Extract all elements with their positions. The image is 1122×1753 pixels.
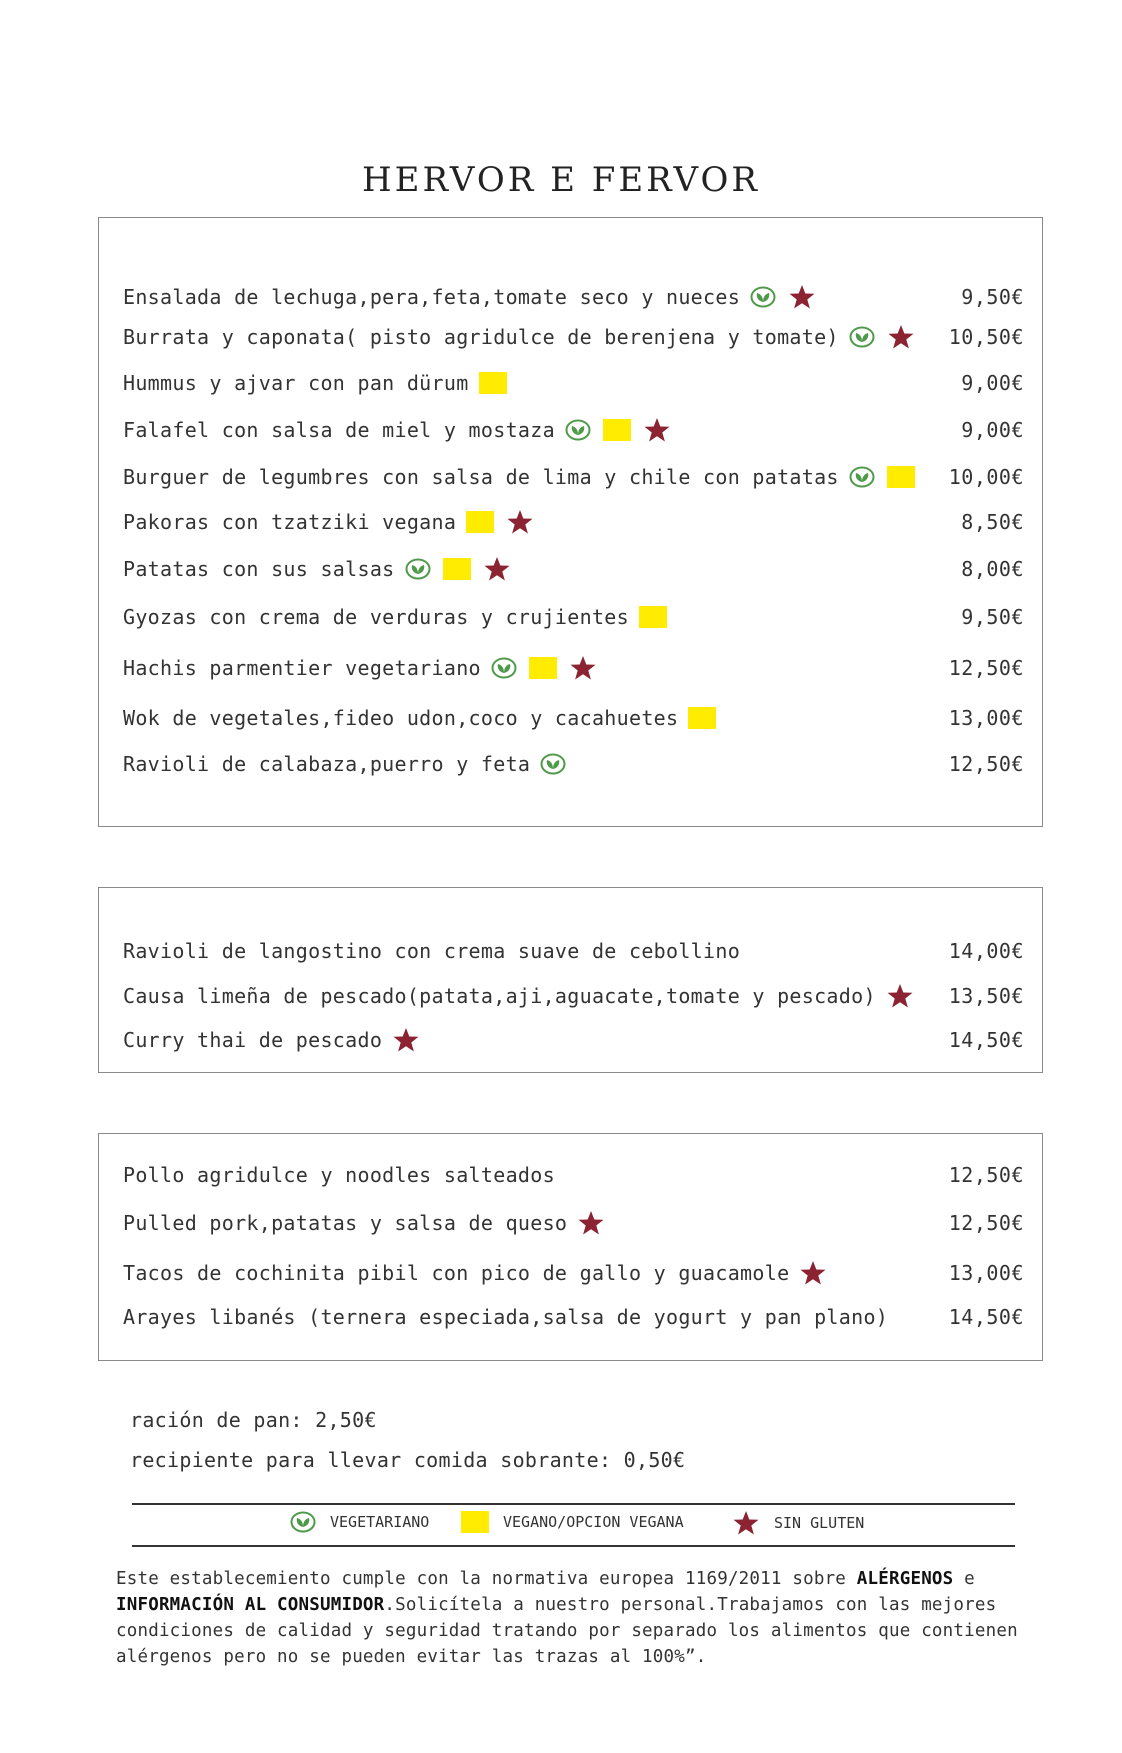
gluten-free-icon	[788, 283, 816, 311]
dish-price: 13,50€	[948, 984, 1024, 1008]
gluten-free-icon	[392, 1026, 420, 1054]
menu-item	[123, 981, 1024, 1011]
dish-price: 9,50€	[961, 605, 1024, 629]
gluten-free-icon	[643, 416, 671, 444]
menu-item	[123, 1025, 1024, 1055]
dish-name: Patatas con sus salsas	[123, 557, 395, 581]
dish-name: Wok de vegetales,fideo udon,coco y cacahuetes	[123, 706, 679, 730]
legend-top-divider	[132, 1503, 1015, 1505]
dish-price: 10,50€	[948, 325, 1024, 349]
legend-vegetarian	[290, 1511, 429, 1533]
allergen-notice	[116, 1566, 1036, 1670]
vegetarian-icon	[565, 419, 591, 441]
gluten-free-icon	[506, 508, 534, 536]
notice-text: .Solicítela a nuestro personal.Trabajamos con las mejores condiciones de calidad y seguridad tratando por separado los alimentos que contienen alérgenos pero no se pueden evitar las trazas al 100%”.	[116, 1595, 1018, 1667]
vegetarian-icon	[290, 1511, 316, 1533]
gluten-free-icon	[886, 982, 914, 1010]
dish-price: 14,00€	[948, 939, 1024, 963]
dish-name: Burguer de legumbres con salsa de lima y chile con patatas	[123, 465, 839, 489]
dish-price: 9,00€	[961, 371, 1024, 395]
vegan-icon	[529, 657, 557, 679]
dish-price: 12,50€	[948, 1163, 1024, 1187]
dish-name: Hachis parmentier vegetariano	[123, 656, 481, 680]
notice-text: Este establecemiento cumple con la normativa europea 1169/2011 sobre	[116, 1569, 857, 1589]
vegetarian-icon	[750, 286, 776, 308]
dish-name: Ravioli de calabaza,puerro y feta	[123, 752, 531, 776]
menu-item	[123, 1302, 1024, 1332]
dish-name: Arayes libanés (ternera especiada,salsa de yogurt y pan plano)	[123, 1305, 889, 1329]
gluten-free-icon	[577, 1209, 605, 1237]
vegetarian-icon	[849, 466, 875, 488]
vegetarian-icon	[849, 326, 875, 348]
dish-price: 9,00€	[961, 418, 1024, 442]
bread-portion-price: ración de pan: 2,50€	[130, 1408, 377, 1432]
menu-item	[123, 368, 1024, 398]
legend-vegan	[461, 1511, 684, 1533]
legend-vegetarian-label: VEGETARIANO	[330, 1513, 430, 1531]
menu-item	[123, 554, 1024, 584]
gluten-free-icon	[569, 654, 597, 682]
notice-bold-consumer-info: INFORMACIÓN AL CONSUMIDOR	[116, 1595, 385, 1615]
gluten-free-icon	[887, 323, 915, 351]
menu-item	[123, 1258, 1024, 1288]
vegan-icon	[479, 372, 507, 394]
dish-name: Hummus y ajvar con pan dürum	[123, 371, 469, 395]
gluten-free-icon	[483, 555, 511, 583]
menu-item	[123, 282, 1024, 312]
dish-price: 8,50€	[961, 510, 1024, 534]
vegan-icon	[443, 558, 471, 580]
notice-bold-allergens: ALÉRGENOS	[856, 1569, 954, 1589]
menu-item	[123, 653, 1024, 683]
vegetarian-icon	[540, 753, 566, 775]
legend-gluten-free	[732, 1509, 864, 1537]
dish-name: Tacos de cochinita pibil con pico de gallo y guacamole	[123, 1261, 790, 1285]
vegan-icon	[466, 511, 494, 533]
dish-name: Pulled pork,patatas y salsa de queso	[123, 1211, 568, 1235]
dish-price: 10,00€	[948, 465, 1024, 489]
dish-price: 14,50€	[948, 1028, 1024, 1052]
legend-vegan-label: VEGANO/OPCION VEGANA	[503, 1513, 684, 1531]
vegetarian-icon	[491, 657, 517, 679]
dish-price: 8,00€	[961, 557, 1024, 581]
dish-name: Causa limeña de pescado(patata,aji,aguacate,tomate y pescado)	[123, 984, 876, 1008]
dish-name: Pakoras con tzatziki vegana	[123, 510, 457, 534]
dish-price: 12,50€	[948, 656, 1024, 680]
menu-title: HERVOR E FERVOR	[362, 160, 760, 200]
dish-name: Ravioli de langostino con crema suave de cebollino	[123, 939, 741, 963]
dish-price: 13,00€	[948, 706, 1024, 730]
extras-list	[130, 1405, 685, 1485]
menu-item	[123, 507, 1024, 537]
menu-item	[123, 703, 1024, 733]
legend-bottom-divider	[132, 1545, 1015, 1547]
vegetarian-icon	[405, 558, 431, 580]
dish-price: 9,50€	[961, 285, 1024, 309]
vegan-icon	[461, 1511, 489, 1533]
menu-item	[123, 749, 1024, 779]
legend	[132, 1511, 1015, 1541]
dish-price: 12,50€	[948, 1211, 1024, 1235]
dish-price: 12,50€	[948, 752, 1024, 776]
dish-price: 14,50€	[948, 1305, 1024, 1329]
vegan-icon	[603, 419, 631, 441]
notice-text: e	[953, 1569, 975, 1589]
menu-item	[123, 322, 1024, 352]
dish-name: Gyozas con crema de verduras y crujientes	[123, 605, 629, 629]
menu-item	[123, 936, 1024, 966]
menu-section-meat	[98, 1133, 1043, 1361]
menu-section-fish	[98, 887, 1043, 1073]
gluten-free-icon	[799, 1259, 827, 1287]
dish-name: Burrata y caponata( pisto agridulce de berenjena y tomate)	[123, 325, 839, 349]
menu-item	[123, 602, 1024, 632]
menu-item	[123, 415, 1024, 445]
menu-item	[123, 1208, 1024, 1238]
dish-name: Curry thai de pescado	[123, 1028, 383, 1052]
takeaway-container-price: recipiente para llevar comida sobrante: 0,50€	[130, 1448, 686, 1472]
vegan-icon	[887, 466, 915, 488]
gluten-free-icon	[732, 1509, 760, 1537]
menu-section-vegetarian	[98, 217, 1043, 827]
legend-gluten-free-label: SIN GLUTEN	[774, 1514, 865, 1532]
vegan-icon	[688, 707, 716, 729]
dish-name: Ensalada de lechuga,pera,feta,tomate seco y nueces	[123, 285, 741, 309]
menu-item	[123, 462, 1024, 492]
vegan-icon	[639, 606, 667, 628]
dish-name: Pollo agridulce y noodles salteados	[123, 1163, 555, 1187]
dish-name: Falafel con salsa de miel y mostaza	[123, 418, 555, 442]
dish-price: 13,00€	[948, 1261, 1024, 1285]
menu-item	[123, 1160, 1024, 1190]
